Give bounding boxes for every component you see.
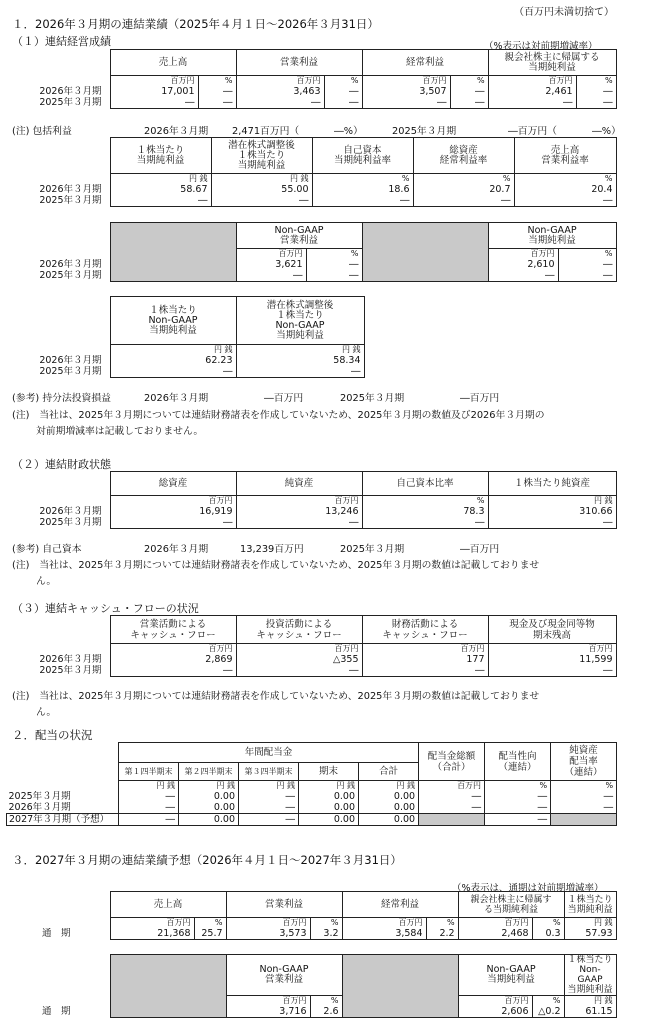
row-label: 2025年３月期	[39, 270, 102, 282]
cell: ―	[236, 270, 306, 282]
cell: ―	[450, 97, 488, 109]
equity-ref-period2: 2025年３月期	[340, 544, 405, 555]
cell: 3,716	[226, 1006, 310, 1018]
col-header: 総資産 経常利益率	[413, 138, 514, 174]
cell: ―	[119, 814, 179, 826]
cell: ―	[488, 665, 616, 677]
col-header: 第３四半期末	[239, 763, 299, 781]
cell: 0.00	[179, 791, 239, 802]
cell: ―	[239, 814, 299, 826]
section-title-results: １．2026年３月期の連結業績（2025年４月１日～2026年３月31日）	[12, 17, 379, 31]
cell: ―	[110, 665, 236, 677]
forecast-non-gaap-table	[12, 954, 617, 1018]
unit-label: %	[198, 76, 236, 87]
unit-label: %	[532, 996, 564, 1007]
unit-label: 百万円	[110, 918, 194, 929]
cell: ―	[110, 517, 236, 529]
col-header: 親会社株主に帰属する 当期純利益	[488, 50, 616, 76]
unit-label: 百万円	[488, 644, 616, 655]
heading-cash-flows: （３）連結キャッシュ・フローの状況	[12, 602, 199, 615]
cell: ―	[576, 86, 616, 97]
row-label: 2026年３月期	[39, 355, 102, 366]
table-row	[12, 366, 364, 378]
unit-label: 百万円	[236, 249, 306, 260]
cell: ―	[324, 86, 362, 97]
equity-method-period2: 2025年３月期	[340, 393, 405, 404]
equity-ref-label: (参考) 自己資本	[12, 544, 82, 555]
cell: ―	[198, 86, 236, 97]
col-header: １株当たり 当期純利益	[564, 892, 616, 918]
cell: 2.6	[310, 1006, 342, 1018]
table-row	[12, 928, 616, 940]
cell: ―	[236, 665, 362, 677]
equity-ref-value2: ―百万円	[460, 544, 500, 555]
col-header: １株当たり Non-GAAP 当期純利益	[110, 297, 236, 345]
cell: ―	[236, 97, 324, 109]
unit-label: %	[514, 174, 616, 185]
cell: 58.67	[110, 184, 211, 195]
cell: 2,869	[110, 654, 236, 665]
unit-label: 百万円	[236, 496, 362, 507]
unit-label: 百万円	[110, 76, 198, 87]
unit-label: 百万円	[488, 76, 576, 87]
cell: 3,573	[226, 928, 310, 940]
cell: ―	[306, 259, 362, 270]
col-header: 期末	[299, 763, 359, 781]
col-header: 売上高	[110, 50, 236, 76]
col-header: 財務活動による キャッシュ・フロー	[362, 616, 488, 644]
table-row	[12, 665, 616, 677]
col-header: 総資産	[110, 472, 236, 496]
cell: ―	[488, 270, 558, 282]
cell: ―	[485, 791, 551, 802]
row-label: 2025年３月期	[39, 665, 102, 677]
cell: ―	[362, 665, 488, 677]
cell: ―	[306, 270, 362, 282]
cell: ―	[236, 366, 364, 378]
cell: ―	[239, 802, 299, 814]
heading-operating-results: （１）連結経営成績	[12, 35, 111, 48]
unit-label: 円 銭	[359, 781, 419, 792]
cell: ―	[413, 195, 514, 207]
comprehensive-income-pct2: ―%）	[592, 126, 621, 137]
cell: 25.7	[194, 928, 226, 940]
col-header: 潜在株式調整後 １株当たり Non-GAAP 当期純利益	[236, 297, 364, 345]
row-label: 2026年３月期	[39, 654, 102, 665]
col-header: 合計	[359, 763, 419, 781]
cell: ―	[362, 97, 450, 109]
unit-label: %	[576, 76, 616, 87]
cell: ―	[419, 791, 485, 802]
unit-label: %	[362, 496, 488, 507]
unit-label: 円 銭	[564, 918, 616, 929]
cell: ―	[551, 802, 617, 814]
unit-note: （百万円未満切捨て）	[514, 7, 614, 18]
col-header: 配当性向 （連結）	[485, 743, 551, 781]
unit-label: %	[310, 996, 342, 1007]
footnote: (注) 当社は、2025年３月期については連結財務諸表を作成していないため、2025年３月期の数値は記載しておりませ	[12, 560, 540, 571]
cell: △355	[236, 654, 362, 665]
unit-label: %	[426, 918, 458, 929]
cell: ―	[110, 195, 211, 207]
cell: ―	[312, 195, 413, 207]
unit-label: 百万円	[458, 996, 532, 1007]
unit-label: 百万円	[362, 76, 450, 87]
non-gaap-table	[12, 222, 617, 282]
cell: ―	[119, 791, 179, 802]
row-label: 通 期	[42, 928, 71, 940]
cell: ―	[551, 791, 617, 802]
footnote: ん。	[36, 707, 57, 718]
row-label: 2025年３月期	[39, 97, 102, 109]
col-header: 純資産 配当率 （連結）	[551, 743, 617, 781]
cell: ―	[488, 97, 576, 109]
row-label: 2025年３月期	[39, 195, 102, 207]
cell: ―	[450, 86, 488, 97]
unit-label: %	[310, 918, 342, 929]
col-header: 第１四半期末	[119, 763, 179, 781]
unit-label: 円 銭	[179, 781, 239, 792]
row-label: 2026年３月期	[8, 802, 71, 813]
col-header: 自己資本比率	[362, 472, 488, 496]
col-header: Non-GAAP 営業利益	[226, 955, 342, 996]
col-header: Non-GAAP 当期純利益	[458, 955, 564, 996]
unit-label: %	[485, 781, 551, 792]
cell: 0.00	[299, 802, 359, 814]
cell: 11,599	[488, 654, 616, 665]
comprehensive-income-value2: ―百万円（	[508, 126, 557, 137]
unit-label: 円 銭	[239, 781, 299, 792]
cell: △0.2	[532, 1006, 564, 1018]
table-row	[12, 355, 364, 366]
cell: 0.00	[299, 791, 359, 802]
unit-label: %	[450, 76, 488, 87]
equity-method-value2: ―百万円	[460, 393, 500, 404]
col-header: 営業利益	[226, 892, 342, 918]
cell: ―	[419, 802, 485, 814]
table-row	[7, 814, 617, 826]
cell: 2,606	[458, 1006, 532, 1018]
cell: 0.00	[359, 814, 419, 826]
col-header: 経常利益	[342, 892, 458, 918]
unit-label: 円 銭	[119, 781, 179, 792]
cell: ―	[558, 259, 616, 270]
comprehensive-income-period2: 2025年３月期	[392, 126, 457, 137]
unit-label: 百万円	[236, 644, 362, 655]
footnote: 対前期増減率は記載しておりません。	[36, 426, 204, 437]
cell: 61.15	[564, 1006, 616, 1018]
col-header: 第２四半期末	[179, 763, 239, 781]
non-gaap-per-share-table	[12, 296, 365, 378]
table-row	[12, 195, 616, 207]
cash-flow-table	[12, 615, 617, 677]
unit-label: 百万円	[110, 496, 236, 507]
cell: 3,507	[362, 86, 450, 97]
col-header: 売上高	[110, 892, 226, 918]
equity-method-period1: 2026年３月期	[144, 393, 209, 404]
cell: ―	[110, 366, 236, 378]
cell: 3.2	[310, 928, 342, 940]
row-label: 2026年３月期	[39, 86, 102, 97]
cell: 2,468	[458, 928, 532, 940]
table-row	[12, 86, 616, 97]
per-share-table	[12, 137, 617, 207]
table-row	[12, 1006, 616, 1018]
unit-label: 円 銭	[299, 781, 359, 792]
comprehensive-income-label: (注) 包括利益	[12, 126, 72, 137]
unit-label: %	[306, 249, 362, 260]
cell: ―	[362, 517, 488, 529]
col-header: 営業利益	[236, 50, 362, 76]
col-header: 配当金総額 （合計）	[419, 743, 485, 781]
cell: ―	[239, 791, 299, 802]
cell: 17,001	[110, 86, 198, 97]
footnote: (注) 当社は、2025年３月期については連結財務諸表を作成していないため、2025年３月期の数値は記載しておりませ	[12, 691, 540, 702]
cell: 18.6	[312, 184, 413, 195]
unit-label: 円 銭	[236, 345, 364, 356]
cell	[551, 814, 617, 826]
row-label: 2025年３月期	[39, 517, 102, 529]
col-header: 現金及び現金同等物 期末残高	[488, 616, 616, 644]
unit-label: %	[194, 918, 226, 929]
unit-label: 百万円	[342, 918, 426, 929]
cell: 16,919	[110, 506, 236, 517]
cell: ―	[110, 97, 198, 109]
cell: 55.00	[211, 184, 312, 195]
cell: 0.00	[359, 791, 419, 802]
cell: 0.00	[299, 814, 359, 826]
cell: 3,463	[236, 86, 324, 97]
cell: 0.00	[179, 802, 239, 814]
table-row	[12, 517, 616, 529]
col-header: Non-GAAP 当期純利益	[488, 223, 616, 249]
heading-financial-position: （２）連結財政状態	[12, 458, 111, 471]
equity-method-value1: ―百万円	[264, 393, 304, 404]
cell: 2,610	[488, 259, 558, 270]
heading-dividends: ２．配当の状況	[12, 728, 93, 742]
unit-label: 百万円	[226, 918, 310, 929]
cell: 13,246	[236, 506, 362, 517]
unit-label: 百万円	[226, 996, 310, 1007]
cell: 310.66	[488, 506, 616, 517]
col-header: 親会社株主に帰属す る当期純利益	[458, 892, 564, 918]
row-label: 2026年３月期	[39, 184, 102, 195]
cell: ―	[514, 195, 616, 207]
col-header: 自己資本 当期純利益率	[312, 138, 413, 174]
table-row	[12, 97, 616, 109]
cell: 0.00	[359, 802, 419, 814]
comprehensive-income-value1: 2,471百万円（	[232, 126, 300, 137]
unit-label: 百万円	[110, 644, 236, 655]
change-rate-note: （%表示は対前期増減率）	[484, 41, 598, 52]
cell: 3,621	[236, 259, 306, 270]
cell: 58.34	[236, 355, 364, 366]
row-label: 2027年３月期（予想）	[7, 814, 119, 826]
equity-ref-value1: 13,239百万円	[240, 544, 304, 555]
unit-label: %	[324, 76, 362, 87]
unit-label: %	[532, 918, 564, 929]
table-row	[7, 791, 617, 802]
col-header: 経常利益	[362, 50, 488, 76]
cell: 20.4	[514, 184, 616, 195]
unit-label: 百万円	[236, 76, 324, 87]
operating-results-table	[12, 49, 617, 109]
cell: 2.2	[426, 928, 458, 940]
col-header: 投資活動による キャッシュ・フロー	[236, 616, 362, 644]
table-row	[12, 654, 616, 665]
unit-label: 円 銭	[110, 174, 211, 185]
comprehensive-income-period1: 2026年３月期	[144, 126, 209, 137]
unit-label: %	[413, 174, 514, 185]
forecast-change-note: （%表示は、通期は対前期増減率）	[452, 883, 604, 894]
col-header: １株当たり純資産	[488, 472, 616, 496]
unit-label: 百万円	[362, 644, 488, 655]
cell: 0.3	[532, 928, 564, 940]
comprehensive-income-pct1: ―%）	[334, 126, 363, 137]
unit-label: 百万円	[488, 249, 558, 260]
unit-label: 円 銭	[488, 496, 616, 507]
col-header: 潜在株式調整後 １株当たり 当期純利益	[211, 138, 312, 174]
cell	[419, 814, 485, 826]
cell: 21,368	[110, 928, 194, 940]
col-header: １株当たり 当期純利益	[110, 138, 211, 174]
table-row	[7, 802, 617, 814]
unit-label: 百万円	[419, 781, 485, 792]
col-header: 純資産	[236, 472, 362, 496]
cell: 20.7	[413, 184, 514, 195]
cell: ―	[558, 270, 616, 282]
cell: ―	[236, 517, 362, 529]
table-row	[12, 270, 616, 282]
row-label: 2026年３月期	[39, 506, 102, 517]
cell: 0.00	[179, 814, 239, 826]
cell: 78.3	[362, 506, 488, 517]
cell: 2,461	[488, 86, 576, 97]
unit-label: 円 銭	[564, 996, 616, 1007]
row-label: 2025年３月期	[39, 366, 102, 378]
row-label: 2025年３月期	[8, 791, 71, 802]
cell: ―	[324, 97, 362, 109]
cell: 62.23	[110, 355, 236, 366]
row-label: 2026年３月期	[39, 259, 102, 270]
cell: ―	[211, 195, 312, 207]
col-header: 売上高 営業利益率	[514, 138, 616, 174]
forecast-table	[12, 891, 617, 940]
cell: 3,584	[342, 928, 426, 940]
cell: ―	[485, 802, 551, 814]
footnote: ん。	[36, 576, 57, 587]
table-row	[12, 184, 616, 195]
cell: 57.93	[564, 928, 616, 940]
equity-ref-period1: 2026年３月期	[144, 544, 209, 555]
cell: ―	[119, 802, 179, 814]
cell: ―	[198, 97, 236, 109]
unit-label: 百万円	[458, 918, 532, 929]
table-row	[12, 259, 616, 270]
dividends-table	[6, 742, 617, 826]
footnote: (注) 当社は、2025年３月期については連結財務諸表を作成していないため、2025年３月期の数値及び2026年３月期の	[12, 410, 545, 421]
unit-label: %	[312, 174, 413, 185]
cell: 177	[362, 654, 488, 665]
unit-label: %	[558, 249, 616, 260]
equity-method-label: (参考) 持分法投資損益	[12, 393, 111, 404]
unit-label: 円 銭	[110, 345, 236, 356]
group-header: 年間配当金	[119, 743, 419, 763]
col-header: １株当たり Non-GAAP 当期純利益	[564, 955, 616, 996]
col-header: Non-GAAP 営業利益	[236, 223, 362, 249]
cell: ―	[576, 97, 616, 109]
row-label: 通 期	[42, 1006, 71, 1018]
table-row	[12, 506, 616, 517]
col-header: 営業活動による キャッシュ・フロー	[110, 616, 236, 644]
unit-label: 円 銭	[211, 174, 312, 185]
financial-position-table	[12, 471, 617, 529]
heading-forecast: ３．2027年３月期の連結業績予想（2026年４月１日～2027年３月31日）	[12, 853, 402, 867]
cell: ―	[488, 517, 616, 529]
cell: ―	[485, 814, 551, 826]
unit-label: %	[551, 781, 617, 792]
